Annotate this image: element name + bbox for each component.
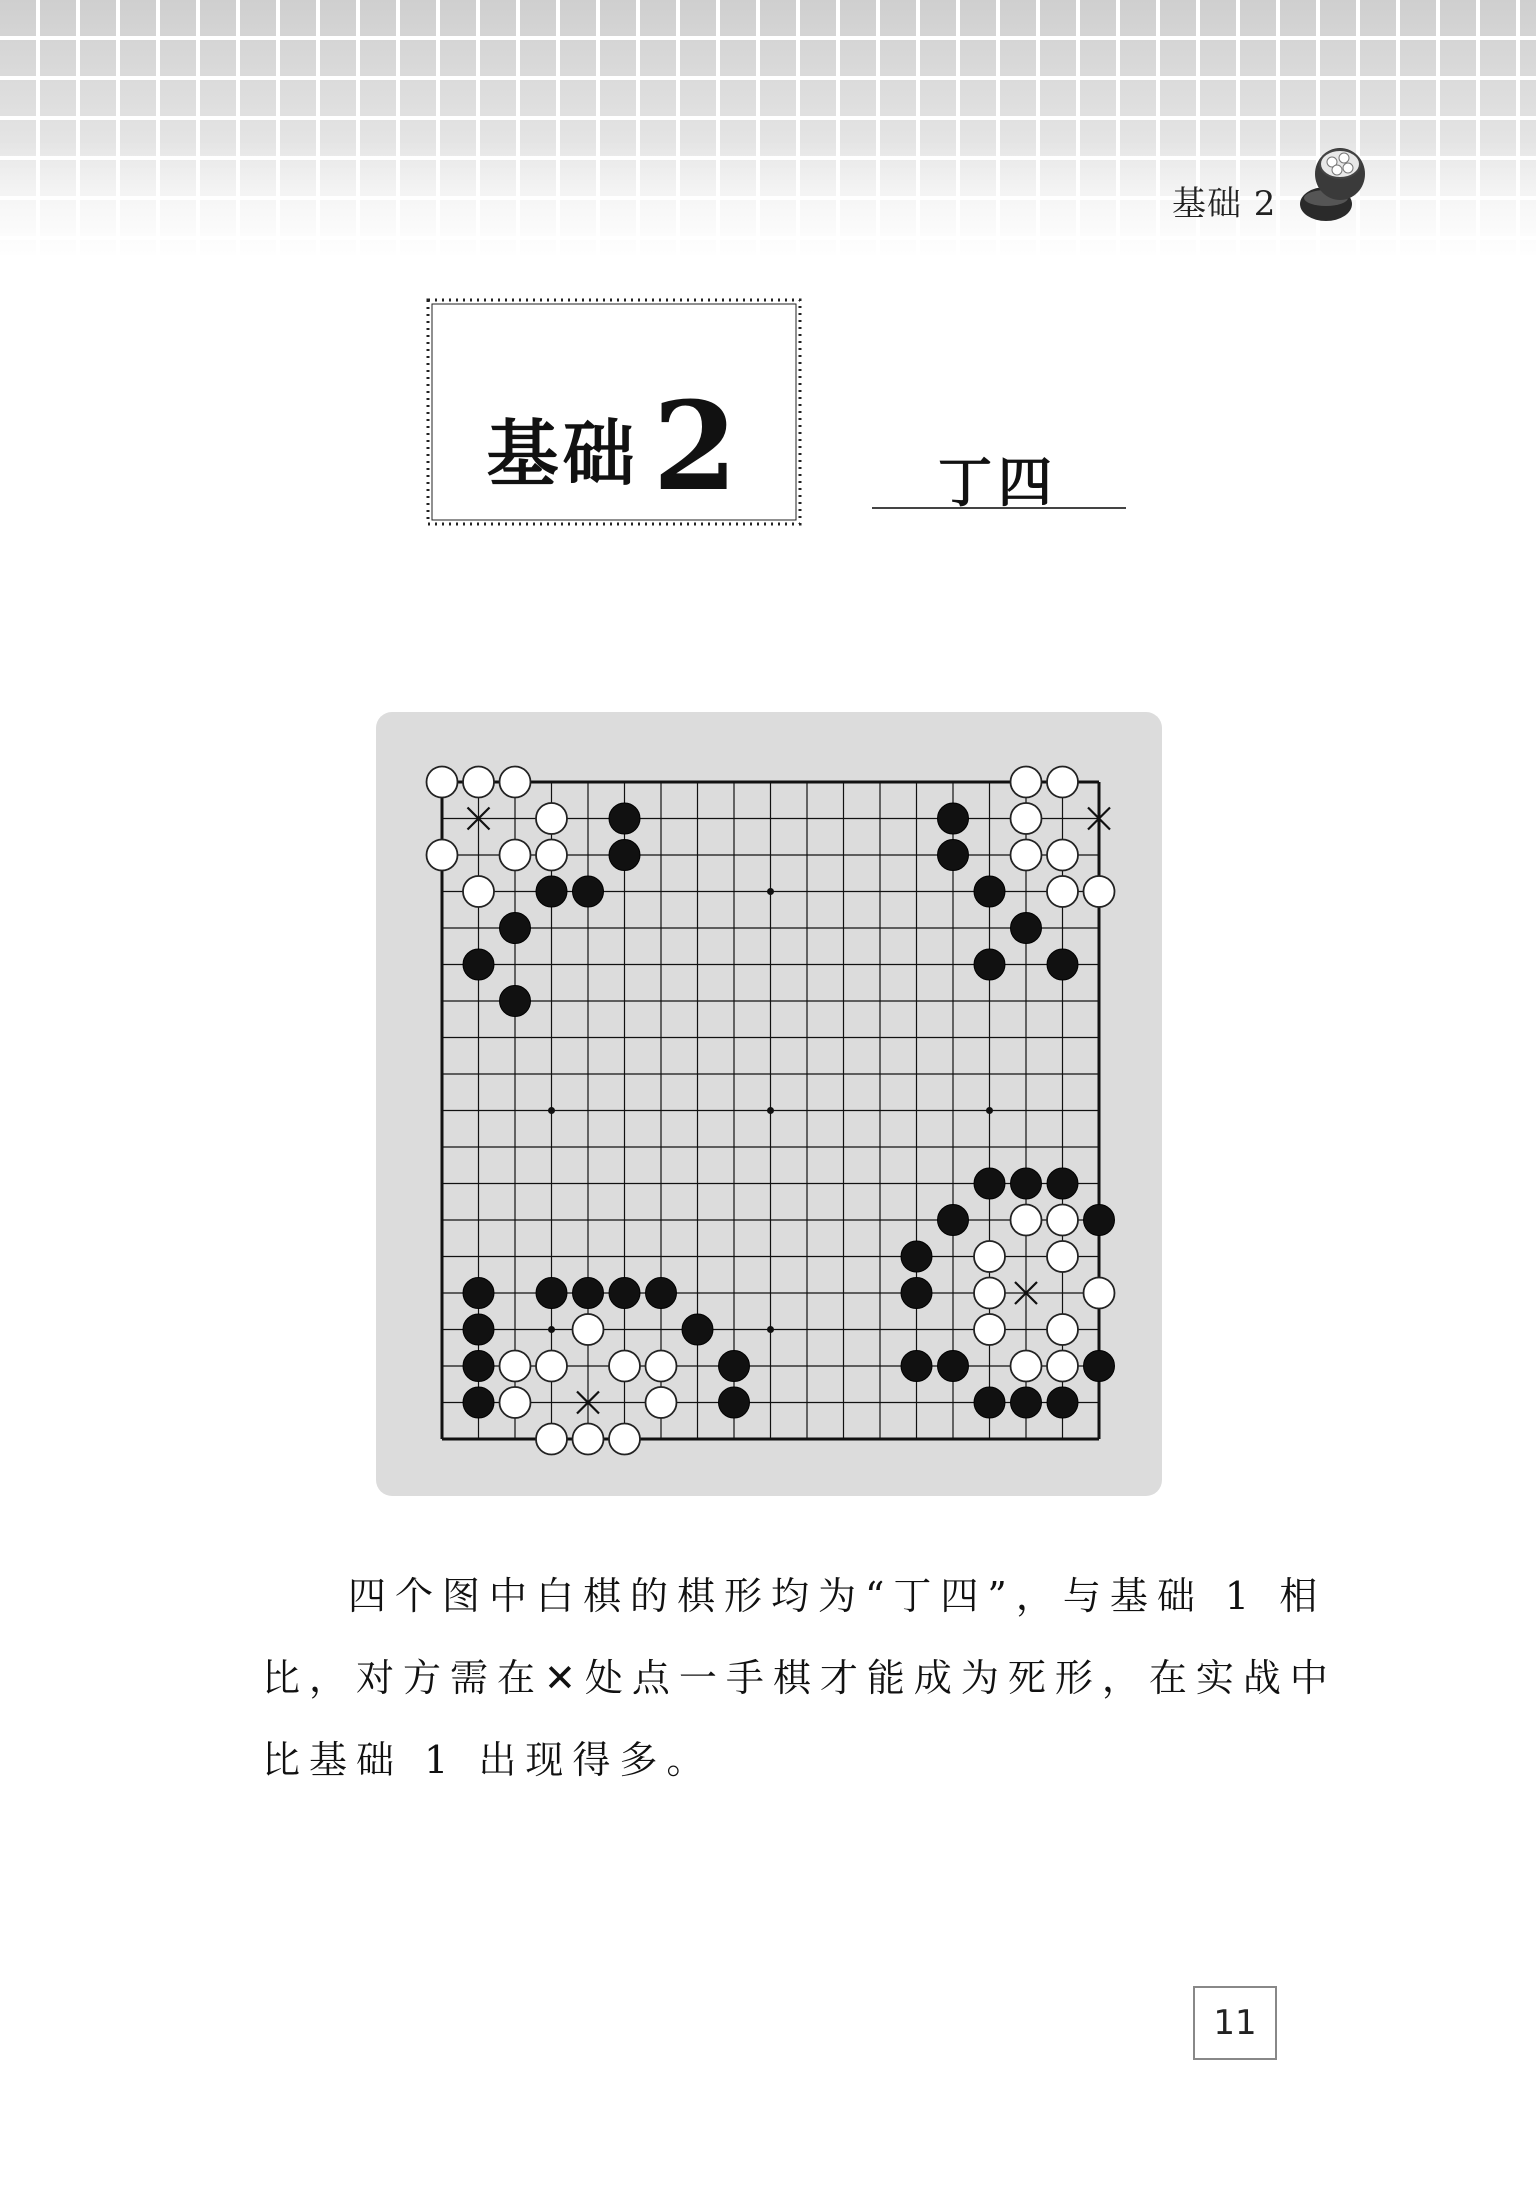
- black-stone: [463, 1351, 494, 1382]
- black-stone: [1047, 1168, 1078, 1199]
- white-stone: [1047, 1241, 1078, 1272]
- white-stone: [646, 1351, 677, 1382]
- black-stone: [573, 876, 604, 907]
- star-point: [548, 1326, 555, 1333]
- white-stone: [974, 1314, 1005, 1345]
- black-stone: [500, 986, 531, 1017]
- go-board: [376, 712, 1162, 1496]
- black-stone: [938, 1205, 969, 1236]
- black-stone: [536, 1278, 567, 1309]
- black-stone: [901, 1278, 932, 1309]
- white-stone: [974, 1241, 1005, 1272]
- body-line: 四个图中白棋的棋形均为“丁四”，与基础 1 相: [348, 1574, 1327, 1618]
- go-diagram-panel: [376, 712, 1162, 1496]
- body-paragraph: [262, 1555, 1337, 1801]
- white-stone: [500, 840, 531, 871]
- running-header: 基础 2: [1172, 184, 1277, 224]
- black-stone: [682, 1314, 713, 1345]
- star-point: [767, 1326, 774, 1333]
- black-stone: [938, 1351, 969, 1382]
- white-stone: [536, 1424, 567, 1455]
- white-stone: [609, 1424, 640, 1455]
- black-stone: [974, 876, 1005, 907]
- black-stone: [609, 1278, 640, 1309]
- white-stone: [974, 1278, 1005, 1309]
- black-stone: [719, 1387, 750, 1418]
- star-point: [548, 1107, 555, 1114]
- star-point: [767, 1107, 774, 1114]
- white-stone: [1047, 840, 1078, 871]
- white-stone: [500, 767, 531, 798]
- go-bowl-icon: [1292, 138, 1372, 228]
- white-stone: [1011, 1351, 1042, 1382]
- black-stone: [938, 803, 969, 834]
- star-point: [767, 888, 774, 895]
- black-stone: [1084, 1351, 1115, 1382]
- white-stone: [1047, 767, 1078, 798]
- white-stone: [1011, 767, 1042, 798]
- black-stone: [573, 1278, 604, 1309]
- black-stone: [536, 876, 567, 907]
- white-stone: [1084, 876, 1115, 907]
- page-number-text: 11: [1213, 2003, 1257, 2043]
- black-stone: [463, 949, 494, 980]
- black-stone: [500, 913, 531, 944]
- white-stone: [609, 1351, 640, 1382]
- white-stone: [573, 1424, 604, 1455]
- white-stone: [1011, 840, 1042, 871]
- white-stone: [427, 840, 458, 871]
- black-stone: [463, 1278, 494, 1309]
- black-stone: [463, 1314, 494, 1345]
- section-subtitle: 丁四: [938, 451, 1058, 514]
- page-number: [1193, 1986, 1277, 2060]
- section-title: [424, 374, 804, 518]
- white-stone: [1011, 1205, 1042, 1236]
- white-stone: [463, 767, 494, 798]
- white-stone: [500, 1351, 531, 1382]
- title-frame: [424, 296, 804, 528]
- white-stone: [427, 767, 458, 798]
- black-stone: [1011, 1387, 1042, 1418]
- black-stone: [463, 1387, 494, 1418]
- body-line: 比，对方需在✕处点一手棋才能成为死形，在实战中: [262, 1656, 1337, 1700]
- black-stone: [1084, 1205, 1115, 1236]
- black-stone: [1047, 1387, 1078, 1418]
- white-stone: [1084, 1278, 1115, 1309]
- black-stone: [938, 840, 969, 871]
- black-stone: [1047, 949, 1078, 980]
- subtitle-underline: [872, 507, 1126, 509]
- black-stone: [1011, 1168, 1042, 1199]
- white-stone: [1047, 1314, 1078, 1345]
- white-stone: [573, 1314, 604, 1345]
- white-stone: [1047, 876, 1078, 907]
- white-stone: [1047, 1205, 1078, 1236]
- white-stone: [536, 840, 567, 871]
- white-stone: [646, 1387, 677, 1418]
- white-stone: [500, 1387, 531, 1418]
- black-stone: [609, 803, 640, 834]
- section-title-word: 基础: [486, 411, 639, 496]
- white-stone: [1011, 803, 1042, 834]
- black-stone: [1011, 913, 1042, 944]
- white-stone: [463, 876, 494, 907]
- black-stone: [646, 1278, 677, 1309]
- star-point: [986, 1107, 993, 1114]
- black-stone: [974, 1387, 1005, 1418]
- body-line: 比基础 1 出现得多。: [262, 1738, 714, 1782]
- black-stone: [974, 949, 1005, 980]
- black-stone: [974, 1168, 1005, 1199]
- black-stone: [719, 1351, 750, 1382]
- white-stone: [1047, 1351, 1078, 1382]
- black-stone: [901, 1351, 932, 1382]
- white-stone: [536, 803, 567, 834]
- black-stone: [901, 1241, 932, 1272]
- section-title-number: 2: [652, 374, 742, 518]
- black-stone: [609, 840, 640, 871]
- white-stone: [536, 1351, 567, 1382]
